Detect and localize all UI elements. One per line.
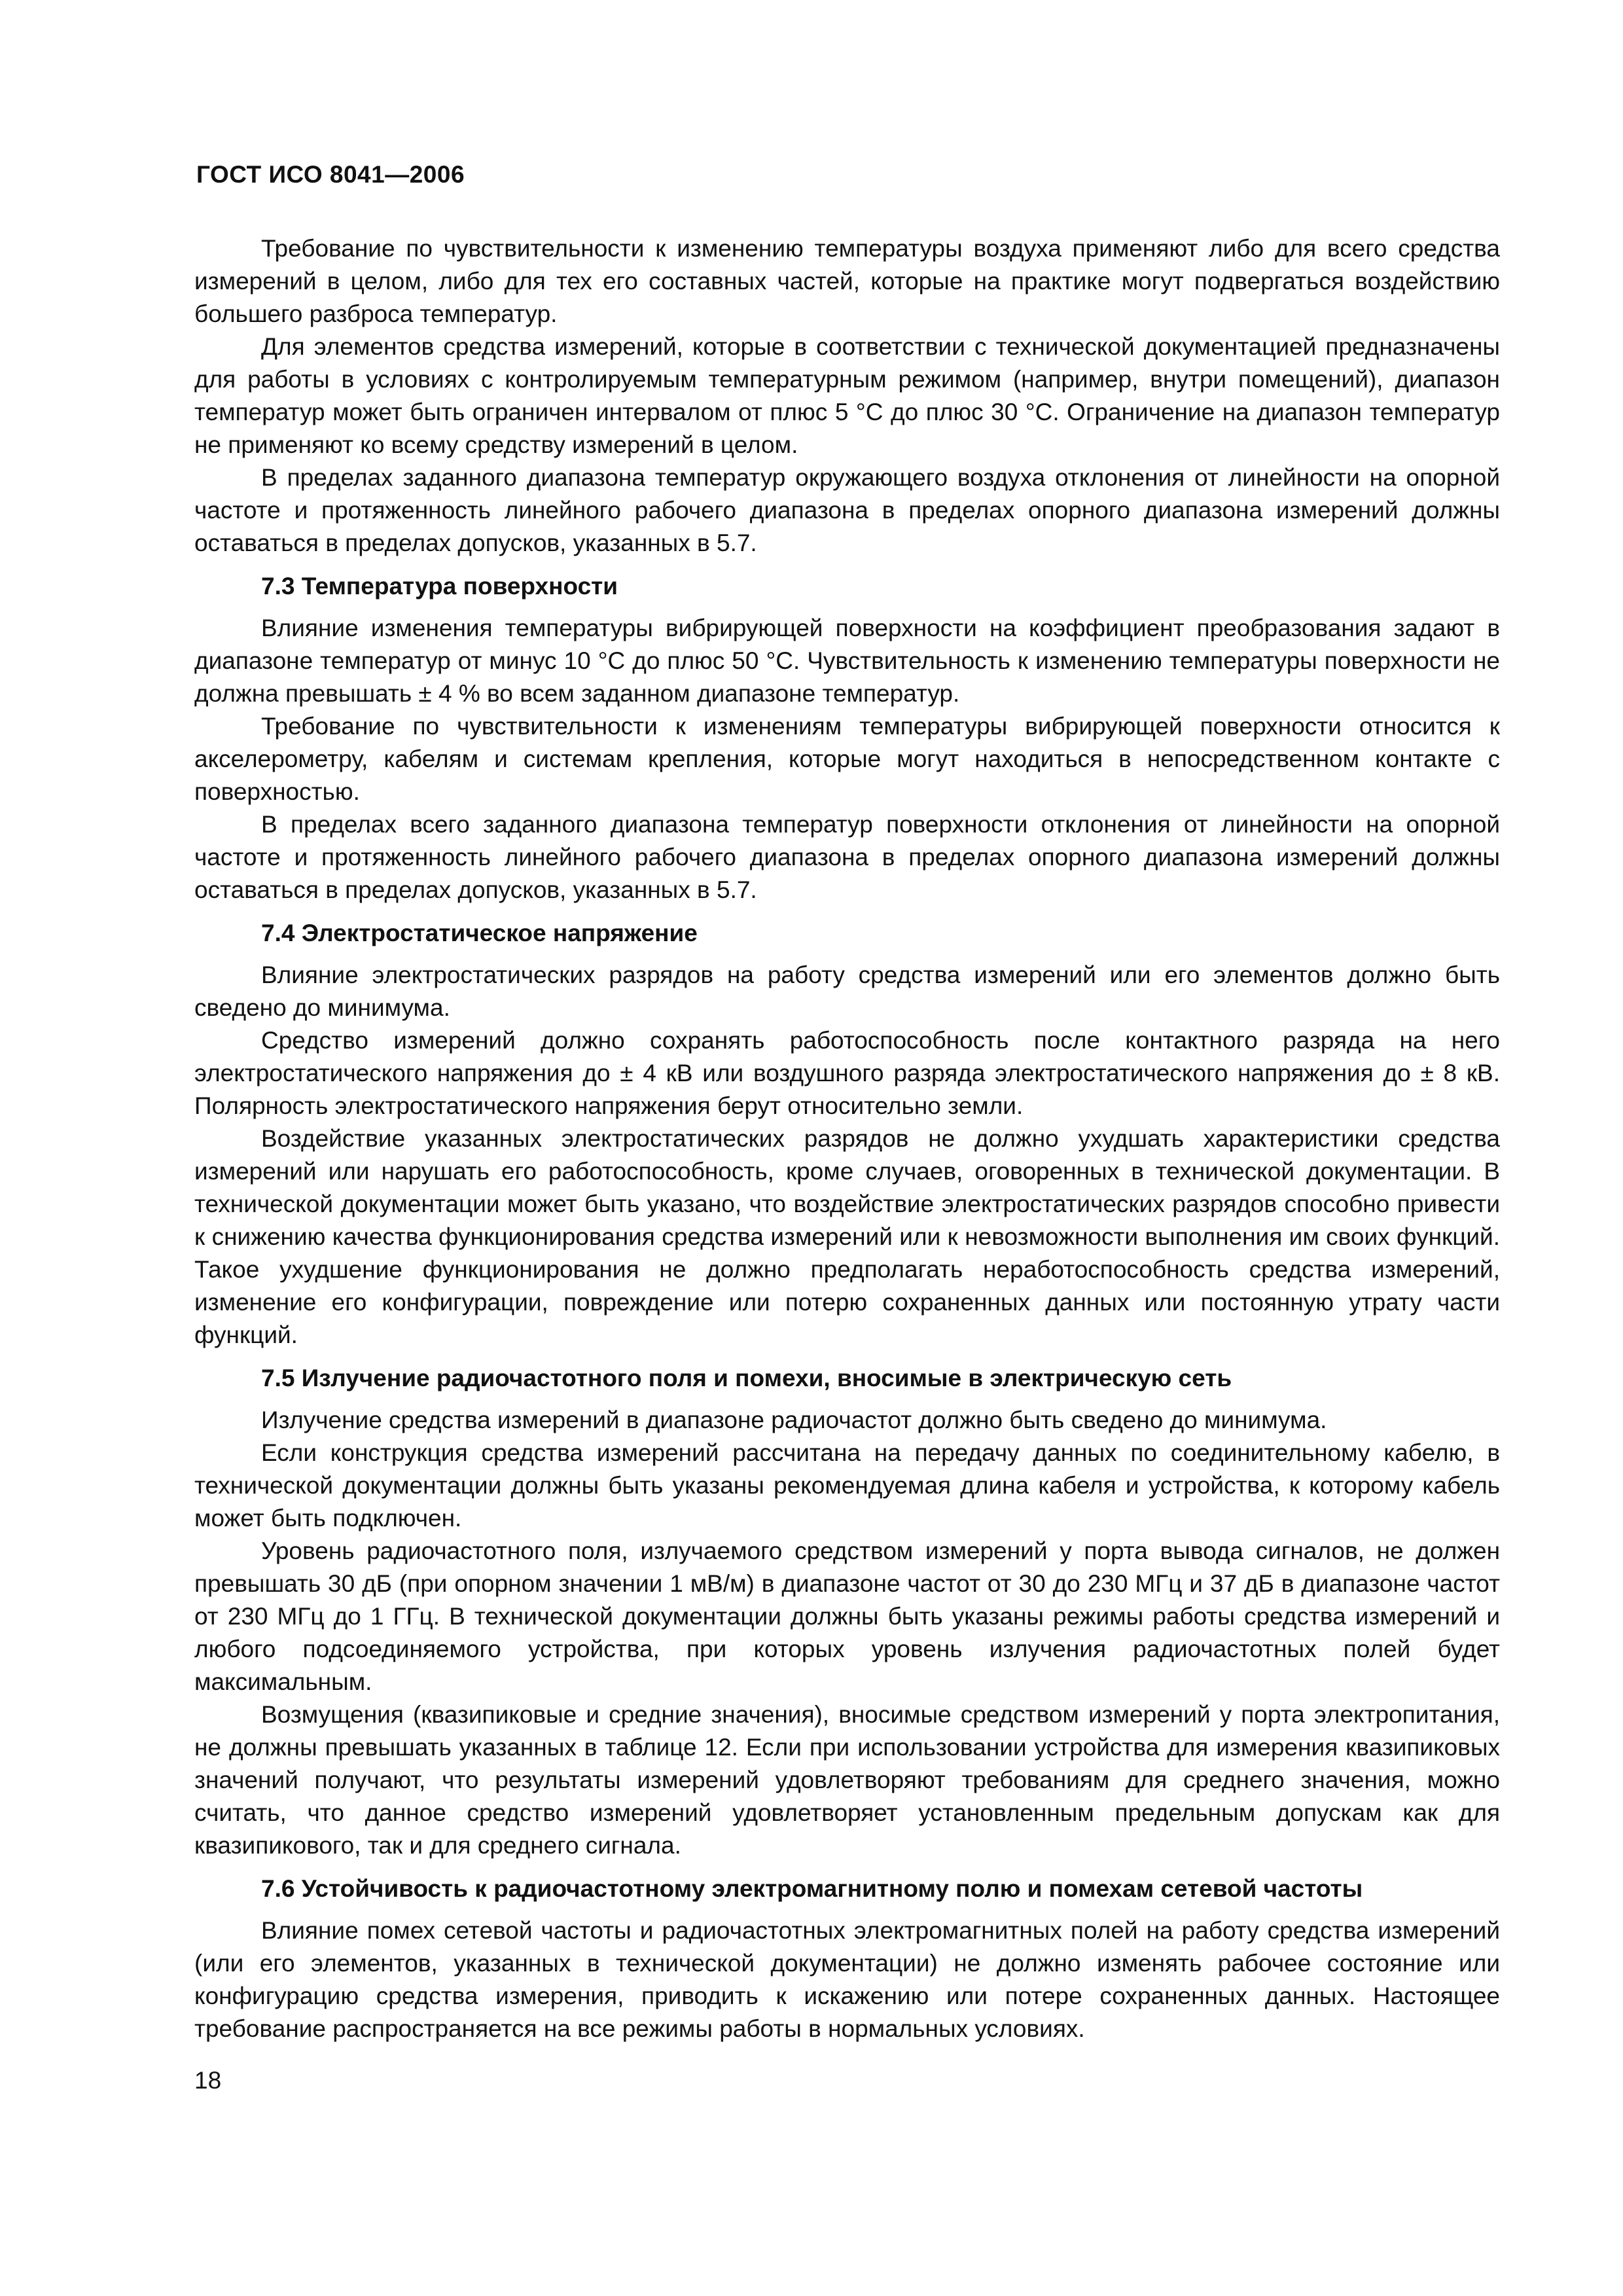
page-number: 18	[194, 2067, 222, 2094]
section-heading-7-5: 7.5 Излучение радиочастотного поля и помехи, вносимые в электрическую сеть	[261, 1365, 1232, 1391]
document-header: ГОСТ ИСО 8041—2006	[196, 161, 465, 188]
paragraph: Влияние электростатических разрядов на работу средства измерений или его элементов должно быть сведено до минимума.	[194, 961, 1500, 1021]
paragraph: Влияние помех сетевой частоты и радиочастотных электромагнитных полей на работу средства измерений (или его элементов, указанных в технической документации) не должно изменять рабочее состояние или конфигурацию средства измерения, приводить к искажению или потере сохраненных данных. Настоящее требование распространяется на все режимы работы в нормальных условиях.	[194, 1917, 1500, 2042]
paragraph: Воздействие указанных электростатических разрядов не должно ухудшать характеристики средства измерений или нарушать его работоспособность, кроме случаев, оговоренных в технической документации. В технической документации может быть указано, что воздействие электростатических разрядов способно привести к снижению качества функционирования средства измерений или к невозможности выполнения им своих функций. Такое ухудшение функционирования не должно предполагать неработоспособность средства измерений, изменение его конфигурации, повреждение или потерю сохраненных данных или постоянную утрату части функций.	[194, 1125, 1500, 1348]
paragraph: Влияние изменения температуры вибрирующей поверхности на коэффициент преобразования задают в диапазоне температур от минус 10 °С до плюс 50 °С. Чувствительность к изменению температуры поверхности не должна превышать ± 4 % во всем заданном диапазоне температур.	[194, 615, 1500, 707]
paragraph: Излучение средства измерений в диапазоне радиочастот должно быть сведено до минимума.	[261, 1407, 1327, 1433]
paragraph: В пределах всего заданного диапазона температур поверхности отклонения от линейности на опорной частоте и протяженность линейного рабочего диапазона в пределах опорного диапазона измерений должны оставаться в пределах допусков, указанных в 5.7.	[194, 811, 1500, 903]
paragraph: Для элементов средства измерений, которые в соответствии с технической документацией предназначены для работы в условиях с контролируемым температурным режимом (например, внутри помещений), диапазон температур может быть ограничен интервалом от плюс 5 °С до плюс 30 °С. Ограничение на диапазон температур не применяют ко всему средству измерений в целом.	[194, 333, 1500, 458]
paragraph: В пределах заданного диапазона температур окружающего воздуха отклонения от линейности на опорной частоте и протяженность линейного рабочего диапазона в пределах опорного диапазона измерений должны оставаться в пределах допусков, указанных в 5.7.	[194, 464, 1500, 556]
paragraph: Требование по чувствительности к изменениям температуры вибрирующей поверхности относится к акселерометру, кабелям и системам крепления, которые могут находиться в непосредственном контакте с поверхностью.	[194, 713, 1500, 805]
paragraph: Уровень радиочастотного поля, излучаемого средством измерений у порта вывода сигналов, не должен превышать 30 дБ (при опорном значении 1 мВ/м) в диапазоне частот от 30 до 230 МГц и 37 дБ в диапазоне частот от 230 МГц до 1 ГГц. В технической документации должны быть указаны режимы работы средства измерений и любого подсоединяемого устройства, при которых уровень излучения радиочастотных полей будет максимальным.	[194, 1537, 1500, 1695]
paragraph: Возмущения (квазипиковые и средние значения), вносимые средством измерений у порта электропитания, не должны превышать указанных в таблице 12. Если при использовании устройства для измерения квазипиковых значений получают, что результаты измерений удовлетворяют требованиям для среднего значения, можно считать, что данное средство измерений удовлетворяет установленным предельным допускам как для квазипикового, так и для среднего сигнала.	[194, 1701, 1500, 1859]
document-body	[194, 232, 1500, 2045]
section-heading-7-6: 7.6 Устойчивость к радиочастотному электромагнитному полю и помехам сетевой частоты	[261, 1875, 1363, 1902]
paragraph: Если конструкция средства измерений рассчитана на передачу данных по соединительному кабелю, в технической документации должны быть указаны рекомендуемая длина кабеля и устройства, к которому кабель может быть подключен.	[194, 1439, 1500, 1532]
paragraph: Средство измерений должно сохранять работоспособность после контактного разряда на него электростатического напряжения до ± 4 кВ или воздушного разряда электростатического напряжения до ± 8 кВ. Полярность электростатического напряжения берут относительно земли.	[194, 1027, 1500, 1119]
section-heading-7-4: 7.4 Электростатическое напряжение	[261, 920, 698, 946]
paragraph: Требование по чувствительности к изменению температуры воздуха применяют либо для всего средства измерений в целом, либо для тех его составных частей, которые на практике могут подвергаться воздействию большего разброса температур.	[194, 235, 1500, 327]
section-heading-7-3: 7.3 Температура поверхности	[261, 573, 618, 600]
